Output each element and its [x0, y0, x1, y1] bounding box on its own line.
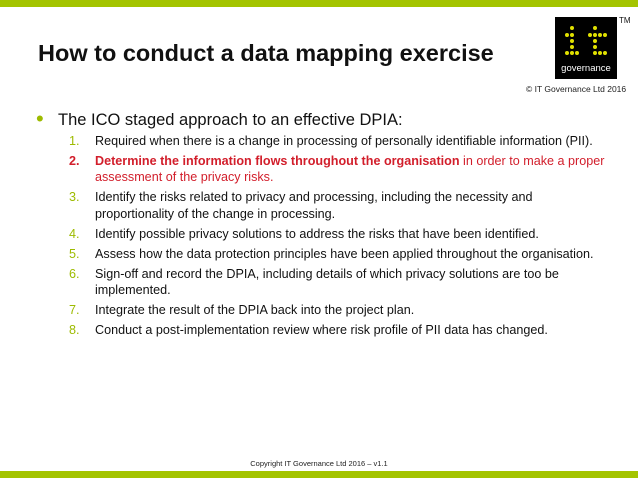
list-item [69, 133, 609, 150]
step-number: 8. [69, 323, 80, 338]
main-bullet [36, 106, 403, 131]
step-number: 6. [69, 266, 80, 281]
step-number: 3. [69, 190, 80, 205]
step-number: 4. [69, 226, 80, 241]
step-text: Assess how the data protection principles have been applied throughout the organisation. [95, 246, 594, 261]
step-number: 5. [69, 246, 80, 261]
footer-copyright: Copyright IT Governance Ltd 2016 – v1.1 [250, 459, 388, 468]
step-number: 1. [69, 134, 80, 148]
bullet-icon: • [36, 106, 44, 131]
step-highlight: Determine the information flows throughout the organisation [95, 153, 460, 168]
step-text: Sign-off and record the DPIA, including details of which privacy solutions are too be implemented. [95, 266, 559, 298]
list-item [69, 246, 609, 263]
list-item [69, 226, 609, 243]
step-number: 7. [69, 303, 80, 318]
bottom-accent-bar [0, 471, 638, 478]
top-accent-bar [0, 0, 638, 7]
step-text: in order to make a proper assessment of the privacy risks. [95, 153, 605, 185]
step-text-group [95, 153, 609, 186]
step-number: 2. [69, 153, 80, 168]
step-text: Conduct a post-implementation review where risk profile of PII data has changed. [95, 323, 548, 338]
list-item [69, 266, 609, 299]
slide-title: How to conduct a data mapping exercise [38, 40, 494, 66]
copyright-notice: © IT Governance Ltd 2016 [526, 84, 627, 94]
step-text: Required when there is a change in processing of personally identifiable information (PII). [95, 134, 593, 148]
trademark-mark: TM [619, 16, 631, 25]
it-governance-logo [555, 17, 617, 79]
main-bullet-text: The ICO staged approach to an effective DPIA: [58, 111, 403, 129]
list-item [69, 322, 609, 339]
step-text: Identify possible privacy solutions to address the risks that have been identified. [95, 226, 539, 241]
steps-list [69, 133, 609, 342]
step-text: Identify the risks related to privacy and processing, including the necessity and proportionality of the change in processing. [95, 190, 533, 221]
logo-graphic [555, 17, 617, 79]
logo-wordmark: governance [561, 63, 611, 74]
list-item [69, 302, 609, 319]
step-text: Integrate the result of the DPIA back into the project plan. [95, 303, 415, 318]
list-item [69, 153, 609, 186]
list-item [69, 189, 609, 222]
